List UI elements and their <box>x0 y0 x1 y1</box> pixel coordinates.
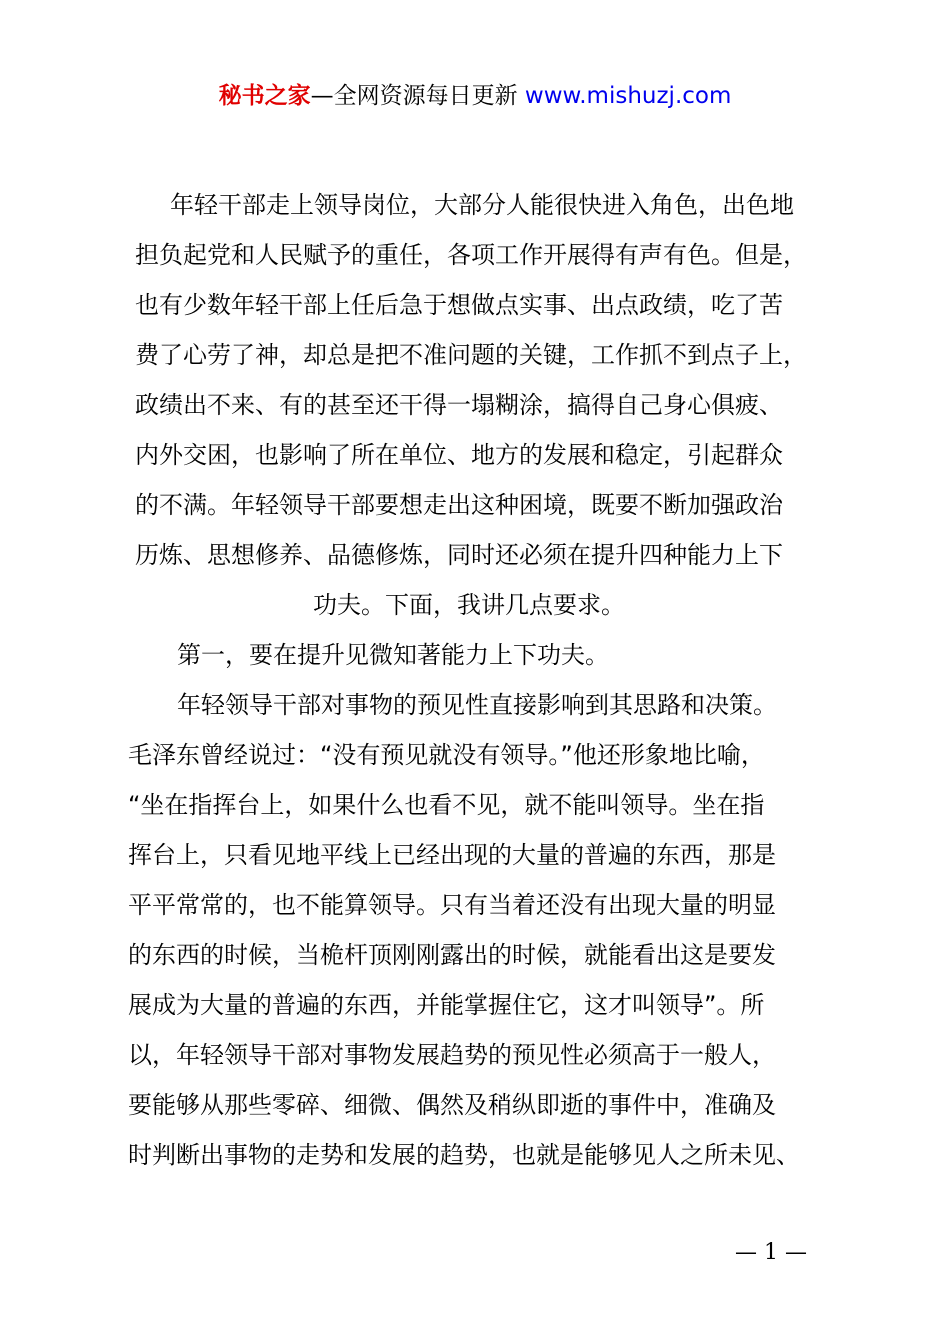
text-line: 功夫。下面，我讲几点要求。 <box>313 591 625 619</box>
text-line: 年轻领导干部对事物的预见性直接影响到其思路和决策。 <box>177 691 777 719</box>
text-line: 以，年轻领导干部对事物发展趋势的预见性必须高于一般人， <box>128 1041 776 1069</box>
text-line: 的东西的时候，当桅杆顶刚刚露出的时候，就能看出这是要发 <box>128 941 776 969</box>
site-tagline: —全网资源每日更新 <box>310 83 525 109</box>
text-line: 挥台上，只看见地平线上已经出现的大量的普遍的东西，那是 <box>128 841 776 869</box>
text-line: 毛泽东曾经说过：“没有预见就没有领导。”他还形象地比喻， <box>128 741 765 769</box>
page-number: — 1 — <box>735 1240 807 1265</box>
text-line: 年轻干部走上领导岗位，大部分人能很快进入角色，出色地 <box>170 191 794 219</box>
site-brand: 秘书之家 <box>218 83 311 109</box>
text-line: 平平常常的，也不能算领导。只有当着还没有出现大量的明显 <box>128 891 776 919</box>
site-url-link[interactable]: www.mishuzj.com <box>524 83 732 109</box>
text-line: “坐在指挥台上，如果什么也看不见，就不能叫领导。坐在指 <box>128 791 765 819</box>
text-line: 要能够从那些零碎、细微、偶然及稍纵即逝的事件中，准确及 <box>128 1091 776 1119</box>
text-line: 担负起党和人民赋予的重任，各项工作开展得有声有色。但是， <box>135 241 807 269</box>
text-line: 历炼、思想修养、品德修炼，同时还必须在提升四种能力上下 <box>135 541 783 569</box>
text-line: 政绩出不来、有的甚至还干得一塌糊涂，搞得自己身心俱疲、 <box>135 391 783 419</box>
text-line: 也有少数年轻干部上任后急于想做点实事、出点政绩，吃了苦 <box>135 291 783 319</box>
text-line: 时判断出事物的走势和发展的趋势，也就是能够见人之所未见、 <box>128 1141 800 1169</box>
text-line: 的不满。年轻领导干部要想走出这种困境，既要不断加强政治 <box>135 491 783 519</box>
text-line: 费了心劳了神，却总是把不准问题的关键，工作抓不到点子上， <box>135 341 807 369</box>
text-line: 展成为大量的普遍的东西，并能掌握住它，这才叫领导”。所 <box>128 991 765 1019</box>
text-line: 内外交困，也影响了所在单位、地方的发展和稳定，引起群众 <box>135 441 783 469</box>
section-heading: 第一，要在提升见微知著能力上下功夫。 <box>177 641 609 669</box>
